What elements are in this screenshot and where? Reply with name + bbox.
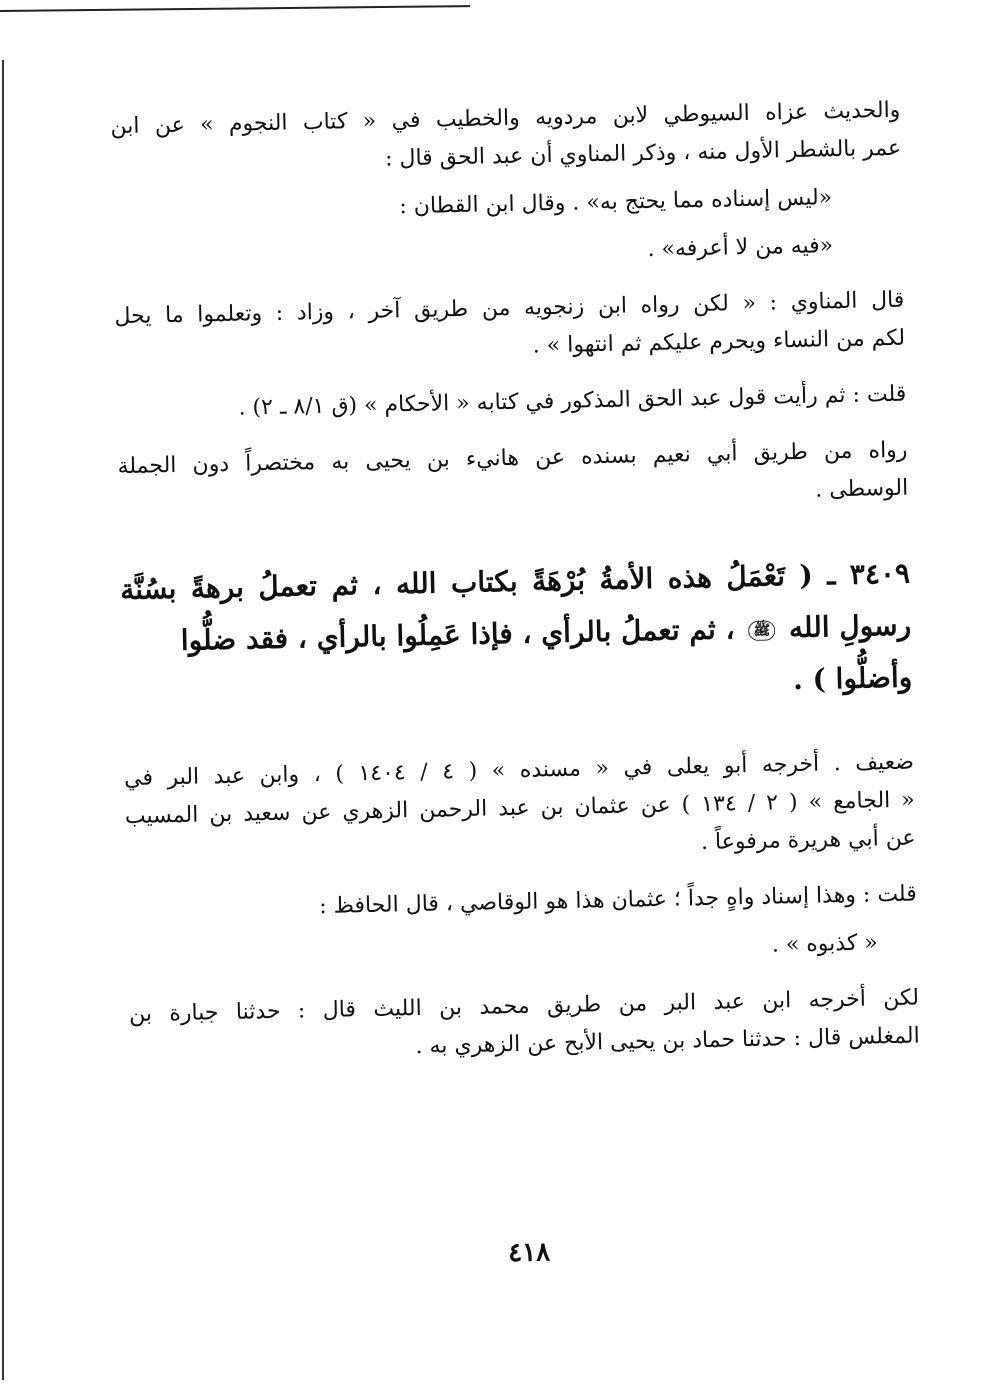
text-line: « الجامع » ( ٢ / ١٣٤ ) عن عثمان بن عبد الرحمن الزهري عن سعيد بن المسيب <box>124 787 915 830</box>
top-rule <box>0 5 470 12</box>
text-line: ضعيف . أخرجه أبو يعلى في « مسنده » ( ٤ / ١٤٠٤ ) ، وابن عبد البر في <box>123 749 915 792</box>
text-line: قلت : ثم رأيت قول عبد الحق المذكور في كتابه « الأحكام » (ق ٨/١ ـ ٢) . <box>238 381 907 421</box>
paragraph-1 <box>110 92 901 185</box>
text-line: عن أبي هريرة مرفوعاً . <box>700 825 916 856</box>
text-line: المغلس قال : حدثنا حماد بن يحيى الأبح عن الزهري به . <box>415 1023 920 1060</box>
paragraph-3 <box>113 226 904 281</box>
page-number: ٤١٨ <box>507 1237 551 1269</box>
paragraph-8 <box>127 876 918 931</box>
honorific-glyph: ﷺ <box>748 620 775 641</box>
text-line: الوسطى . <box>814 475 909 503</box>
text-line: «ليس إسناده مما يحتج به» . وقال ابن القطان : <box>399 185 833 220</box>
page-body <box>110 92 925 1328</box>
hadith-fragment: ، ثم تعملُ بالرأي ، فإذا عَمِلُوا بالرأي ، فقد ضلُّوا <box>180 612 735 657</box>
paragraph-7 <box>124 744 916 875</box>
paragraph-9 <box>128 924 919 979</box>
hadith-line: وأضلُّوا ) . <box>792 660 913 697</box>
text-line: لكم من النساء ويحرم عليكم ثم انتهوا » . <box>532 325 906 359</box>
text-line: عمر بالشطر الأول منه ، وذكر المناوي أن عبد الحق قال : <box>384 135 902 172</box>
paragraph-2 <box>112 178 903 233</box>
paragraph-4 <box>114 282 905 375</box>
text-line: رواه من طريق أبي نعيم بسنده عن هانيء بن يحيى به مختصراً دون الجملة <box>117 437 908 480</box>
hadith-line: ٣٤٠٩ ـ ( تَعْمَلُ هذه الأمةُ بُرْهَةً بكتاب الله ، ثم تعملُ برهةً بسُنَّة <box>119 556 911 607</box>
text-line: والحديث عزاه السيوطي لابن مردويه والخطيب في « كتاب النجوم » عن ابن <box>110 97 901 140</box>
text-line: لكن أخرجه ابن عبد البر من طريق محمد بن الليث قال : حدثنا جبارة بن <box>128 985 920 1028</box>
text-line: قلت : وهذا إسناد واهٍ جداً ؛ عثمان هذا هو الوقاصي ، قال الحافظ : <box>318 881 917 920</box>
paragraph-10 <box>129 980 920 1073</box>
paragraph-6 <box>117 432 908 525</box>
scan-edge <box>2 60 4 1380</box>
hadith-text <box>120 548 913 721</box>
paragraph-5 <box>116 376 907 431</box>
hadith-fragment: رسولِ الله <box>788 608 912 645</box>
text-line: « كذبوه » . <box>771 930 878 958</box>
text-line: قال المناوي : « لكن رواه ابن زنجويه من طريق آخر ، وزاد : وتعلموا ما يحل <box>114 287 905 330</box>
text-line: «فيه من لا أعرفه» . <box>647 233 834 263</box>
